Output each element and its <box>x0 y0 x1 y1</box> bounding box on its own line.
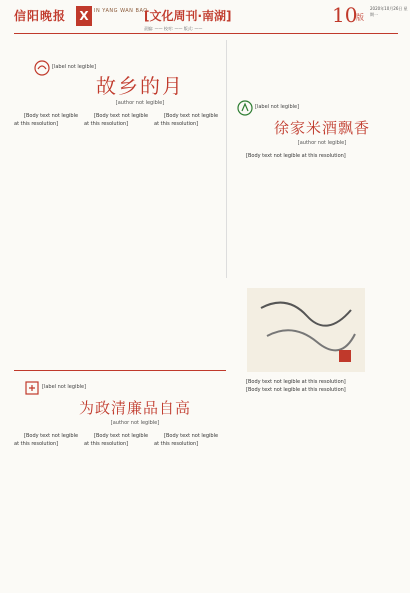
article-title: 徐家米酒飘香 <box>273 119 370 137</box>
article-body-col-2 <box>84 432 150 582</box>
column-seal-icon <box>34 60 50 76</box>
logo-x-badge: X <box>76 6 92 26</box>
paragraph: [Body text not legible at this resolution] <box>14 113 79 127</box>
article-body-top <box>236 152 396 282</box>
editors-line: 责编: —— 校对: —— 版式: —— <box>144 26 203 31</box>
article-author: [author not legible] <box>110 420 160 426</box>
column-label: [label not legible] <box>42 384 87 390</box>
paragraph: [Body text not legible at this resolution] <box>84 433 149 447</box>
calligraphy-artwork <box>247 288 365 372</box>
section-divider <box>14 370 226 371</box>
article-author: [author not legible] <box>115 100 165 106</box>
article-body-bottom <box>236 378 396 583</box>
article-body-col-1 <box>14 112 80 362</box>
article-body-col-3 <box>154 112 220 362</box>
paragraph: [Body text not legible at this resolution] <box>246 153 346 159</box>
article-body-col-1 <box>14 432 80 582</box>
article-title: 故乡的月 <box>96 74 184 98</box>
paragraph: [Body text not legible at this resolution] <box>14 433 79 447</box>
issue-date: 2020年10月26日 星期一 <box>370 6 408 17</box>
paragraph: [Body text not legible at this resolution] <box>84 113 149 127</box>
logo-subtitle: IN YANG WAN BAO <box>94 8 148 14</box>
article-body-col-2 <box>84 112 150 362</box>
paragraph: [Body text not legible at this resolution] <box>154 113 219 127</box>
column-label: [label not legible] <box>52 64 97 70</box>
article-author: [author not legible] <box>297 140 347 146</box>
newspaper-logo: 信阳晚报 <box>14 9 67 23</box>
page-number: 10 <box>332 3 358 27</box>
paragraph: [Body text not legible at this resolution] <box>246 379 346 385</box>
section-title: [文化周刊·南湖] <box>144 9 232 23</box>
column-divider <box>226 40 227 278</box>
paragraph: [Body text not legible at this resolution] <box>246 387 346 393</box>
paragraph: [Body text not legible at this resolution] <box>154 433 219 447</box>
column-seal-icon <box>24 380 40 396</box>
column-label: [label not legible] <box>255 104 300 110</box>
article-title: 为政清廉品自高 <box>78 399 191 417</box>
column-seal-icon <box>237 100 253 116</box>
masthead <box>0 0 410 34</box>
page-unit: 版 <box>356 13 364 22</box>
header-rule <box>14 33 398 34</box>
article-body-col-3 <box>154 432 220 582</box>
